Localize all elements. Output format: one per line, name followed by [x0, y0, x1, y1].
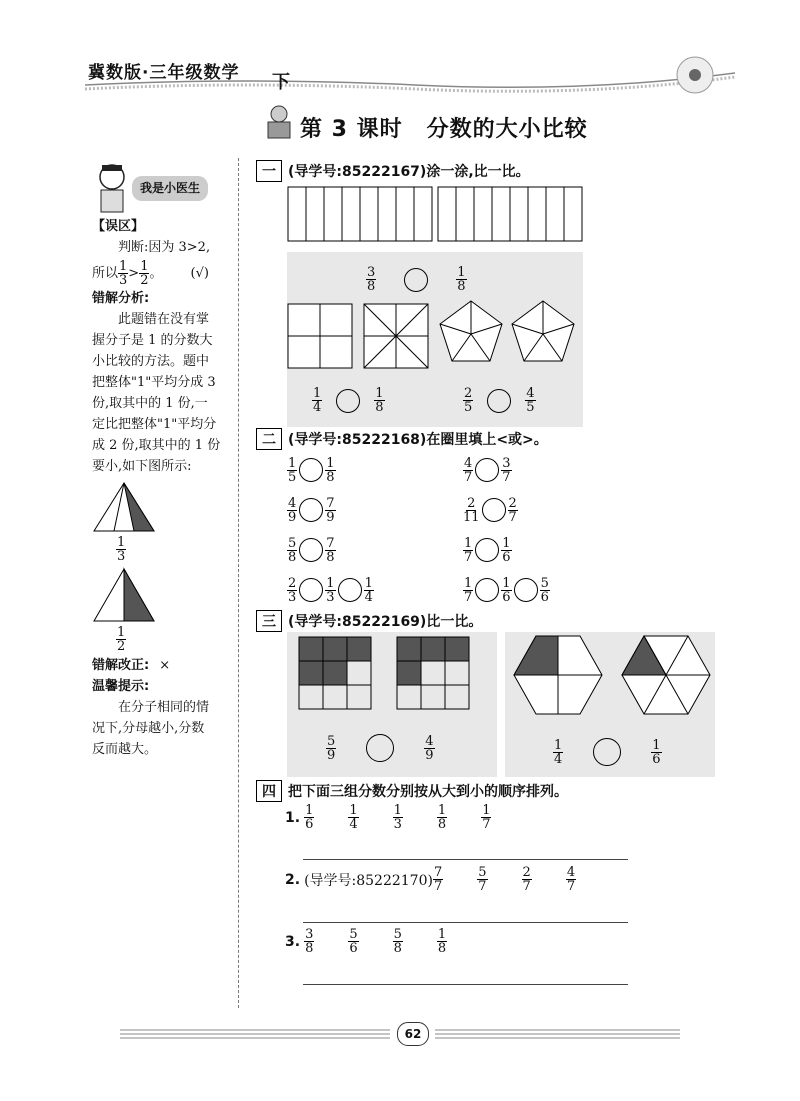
analysis-title: 错解分析:: [92, 291, 150, 306]
doctor-icon: [92, 161, 132, 215]
q1-pentagon-a: [437, 298, 505, 366]
q3-heading: [256, 610, 482, 632]
q1-rect-eighths-b: [437, 186, 583, 242]
q3-frac-four-ninths: $\frac{4}{9}$: [425, 733, 434, 763]
q3-text: (导学号:85222169)比一比。: [288, 614, 483, 630]
q1-compare-3: $\frac{2}{5}$ $\frac{4}{5}$: [464, 386, 535, 415]
q2-circle[interactable]: [299, 578, 323, 602]
correction-title: 错解改正:: [92, 658, 150, 673]
q4-text: 把下面三组分数分别按从大到小的顺序排列。: [288, 784, 568, 800]
q2-circle[interactable]: [299, 458, 323, 482]
q4-item-2: 2. (导学号:85222170) $\frac{7}{7}$ $\frac{5}{7}$ $\frac{2}{7}$ $\frac{4}{7}$: [285, 865, 576, 894]
q3-answer-circle-2[interactable]: [593, 738, 621, 766]
analysis-text: 此题错在没有掌 握分子是 1 的分数大 小比较的方法。题中 把整体"1"平均分成 3 份,取其中的 1 份,一 定比把整体"1"平均分 成 2 份,取其中的 1 份 要小,如下图所示:: [92, 312, 221, 474]
q3-frac-one-sixth: $\frac{1}{6}$: [652, 737, 661, 767]
q4-item-3: 3. $\frac{3}{8}$ $\frac{5}{6}$ $\frac{5}{8}$ $\frac{1}{8}$: [285, 927, 447, 956]
book-series: 冀数版·三年级数学: [88, 63, 240, 83]
sidebar: [92, 160, 232, 760]
lesson-title: 分数的大小比较: [426, 117, 588, 142]
period: 。: [149, 265, 163, 281]
doctor-label: 我是小医生: [132, 176, 208, 201]
page-number: 62: [397, 1022, 429, 1046]
column-divider: [238, 158, 239, 1008]
correction-line: [92, 655, 232, 676]
q2-text: (导学号:85222168)在圈里填上<或>。: [288, 432, 548, 448]
q2-right-column: $\frac{4}{7}$ $\frac{3}{7}$ $\frac{2}{11}$ $\frac{2}{7}$ $\frac{1}{7}$ $\frac{1}{6}$ $\frac{1}{7}$ $\frac{1}{6}$ $\frac{5}{6}$: [463, 455, 549, 605]
correction-mark: ×: [159, 658, 171, 673]
q4-answer-line-3[interactable]: [303, 984, 628, 985]
judge-statement: [92, 258, 232, 288]
triangle-halves: [92, 567, 156, 623]
teacher-icon: [262, 104, 296, 140]
q3-answer-circle-1[interactable]: [366, 734, 394, 762]
triangle-thirds: [92, 481, 156, 533]
q1-rect-eighths-a: [287, 186, 433, 242]
gt-sign: >: [128, 265, 140, 281]
lesson-number: 第 3 课时: [300, 117, 403, 142]
q2-circle[interactable]: [299, 538, 323, 562]
q2-number: 二: [256, 428, 282, 450]
q3-number: 三: [256, 610, 282, 632]
q1-heading: [256, 160, 530, 182]
q1-number: 一: [256, 160, 282, 182]
q2-left-column: $\frac{1}{5}$ $\frac{1}{8}$ $\frac{4}{9}$ $\frac{7}{9}$ $\frac{5}{8}$ $\frac{7}{8}$ $\frac{2}{3}$ $\frac{1}{3}$ $\frac{1}{4}$: [288, 455, 373, 605]
q1-square-eighths: [363, 303, 429, 369]
so-text: 所以: [92, 265, 119, 281]
judge-text: 判断:因为 3>2,: [118, 240, 211, 255]
q1-compare-1: [366, 266, 467, 293]
q2-circle[interactable]: [475, 578, 499, 602]
q1-frac-left: $\frac{3}{8}$: [367, 265, 376, 294]
q2-circle[interactable]: [475, 538, 499, 562]
q1-square-quarters: [287, 303, 353, 369]
q2-circle[interactable]: [482, 498, 506, 522]
doctor-banner: [92, 160, 232, 216]
q3-frac-five-ninths: $\frac{5}{9}$: [327, 733, 336, 763]
q3-frac-one-quarter: $\frac{1}{4}$: [554, 737, 563, 767]
q3-hexagon-quarters: [512, 634, 604, 716]
q1-compare-2: $\frac{1}{4}$ $\frac{1}{8}$: [313, 386, 384, 415]
q2-circle[interactable]: [338, 578, 362, 602]
tip-title: 温馨提示:: [92, 679, 150, 694]
tri1-label: $\frac{1}{3}$: [117, 535, 126, 564]
tri2-label: $\frac{1}{2}$: [117, 625, 126, 654]
q3-grid-four-ninths: [396, 636, 472, 712]
q1-text: (导学号:85222167)涂一涂,比一比。: [288, 164, 530, 180]
q1-answer-circle-2[interactable]: [336, 389, 360, 413]
q2-heading: [256, 428, 548, 450]
q4-item-1: 1. $\frac{1}{6}$ $\frac{1}{4}$ $\frac{1}{3}$ $\frac{1}{8}$ $\frac{1}{7}$: [285, 803, 491, 832]
q1-frac-right: $\frac{1}{8}$: [457, 265, 466, 294]
q2-circle[interactable]: [514, 578, 538, 602]
q1-answer-circle-1[interactable]: [404, 268, 428, 292]
q3-compare-1: [326, 734, 435, 762]
q2-circle[interactable]: [299, 498, 323, 522]
tip-text: 在分子相同的情 况下,分母越小,分数 反而越大。: [92, 700, 210, 757]
q4-heading: [256, 780, 568, 802]
q2-circle[interactable]: [475, 458, 499, 482]
judge-mark: (√): [190, 265, 209, 281]
lesson-heading: [300, 112, 588, 143]
error-zone-label: 【误区】: [92, 219, 145, 234]
q3-compare-2: [553, 738, 662, 766]
q4-answer-line-1[interactable]: [303, 859, 628, 860]
q3-grid-five-ninths: [298, 636, 374, 712]
frac-one-third: $\frac{1}{3}$: [119, 258, 128, 288]
q1-pentagon-b: [509, 298, 577, 366]
q4-answer-line-2[interactable]: [303, 922, 628, 923]
q1-answer-circle-3[interactable]: [487, 389, 511, 413]
volume-mark: 下: [272, 72, 290, 93]
frac-one-half: $\frac{1}{2}$: [140, 258, 149, 288]
q4-number: 四: [256, 780, 282, 802]
q3-hexagon-sixths: [620, 634, 712, 716]
